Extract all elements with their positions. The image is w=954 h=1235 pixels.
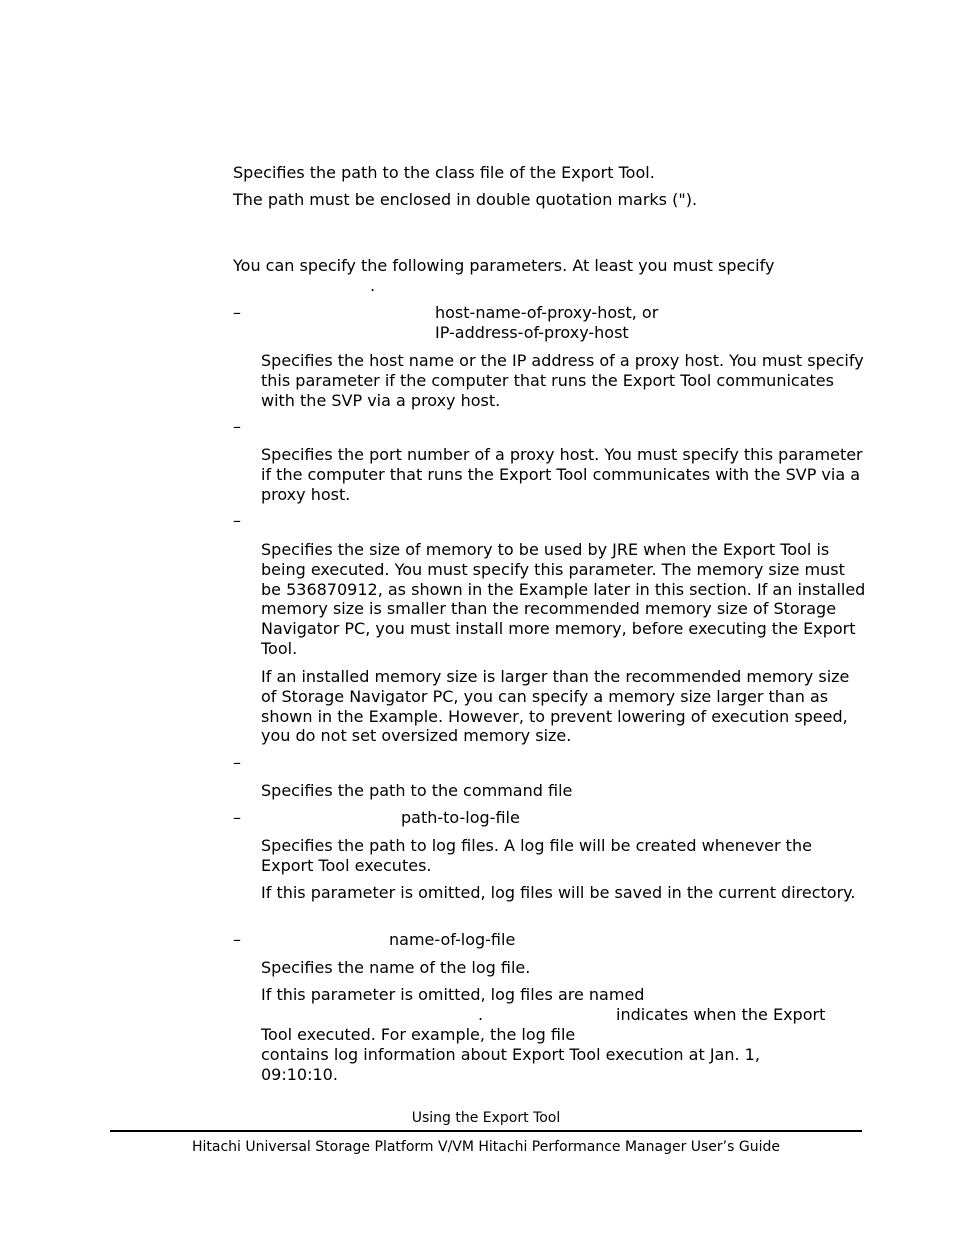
memory-note: If an installed memory size is larger than the recommended memory size of Storage Navigator PC, you can specify a memory size larger than as shown in the Example. However, to prevent lowering of execution speed, you do not set oversized memory size.: [261, 667, 850, 746]
proxy-host-arg-name: host-name-of-proxy-host, or: [435, 303, 659, 322]
log-path-note: If this parameter is omitted, log files will be saved in the current directory.: [261, 883, 856, 902]
proxy-host-arg-ip: IP-address-of-proxy-host: [435, 323, 629, 342]
proxy-port-description: Specifies the port number of a proxy host. You must specify this parameter if the computer that runs the Export Tool communicates with the SVP via a proxy host.: [261, 445, 863, 504]
bullet-dash: –: [233, 417, 241, 436]
memory-description: Specifies the size of memory to be used by JRE when the Export Tool is being executed. You must specify this parameter. The memory size must be 536870912, as shown in the Example later in this section. If an installed memory size is smaller than the recommended memory size of Storage Navigator PC, you must install more memory, before executing the Export Tool.: [261, 540, 866, 658]
bullet-dash: –: [233, 753, 241, 772]
log-path-description: Specifies the path to log files. A log file will be created whenever the Export Tool executes.: [261, 836, 812, 875]
quote-note: The path must be enclosed in double quotation marks (").: [233, 190, 698, 209]
log-file-note-line2: indicates when the Export: [616, 1005, 826, 1024]
log-path-arg: path-to-log-file: [401, 808, 520, 827]
bullet-dash: –: [233, 511, 241, 530]
bullet-dash: –: [233, 808, 241, 827]
log-file-note-line4: contains log information about Export Tool execution at Jan. 1,: [261, 1045, 760, 1064]
log-file-note-line5: 09:10:10.: [261, 1065, 338, 1084]
bullet-dash: –: [233, 930, 241, 949]
command-file-description: Specifies the path to the command file: [261, 781, 573, 800]
log-file-note-line3: Tool executed. For example, the log file: [261, 1025, 576, 1044]
footer-book-title: Hitachi Universal Storage Platform V/VM Hitachi Performance Manager User’s Guide: [192, 1139, 780, 1155]
classpath-description: Specifies the path to the class file of the Export Tool.: [233, 163, 655, 182]
log-file-note-line1: If this parameter is omitted, log files are named: [261, 985, 645, 1004]
log-file-description: Specifies the name of the log file.: [261, 958, 531, 977]
params-intro: You can specify the following parameters. At least you must specify: [233, 256, 775, 275]
proxy-host-description: Specifies the host name or the IP address of a proxy host. You must specify this parameter if the computer that runs the Export Tool communicates with the SVP via a proxy host.: [261, 351, 864, 410]
log-file-note-dot: .: [478, 1005, 484, 1024]
bullet-dash: –: [233, 303, 241, 322]
footer-divider: [110, 1130, 862, 1132]
params-intro-end: .: [370, 276, 376, 295]
log-file-arg: name-of-log-file: [389, 930, 516, 949]
footer-section-title: Using the Export Tool: [411, 1110, 561, 1126]
